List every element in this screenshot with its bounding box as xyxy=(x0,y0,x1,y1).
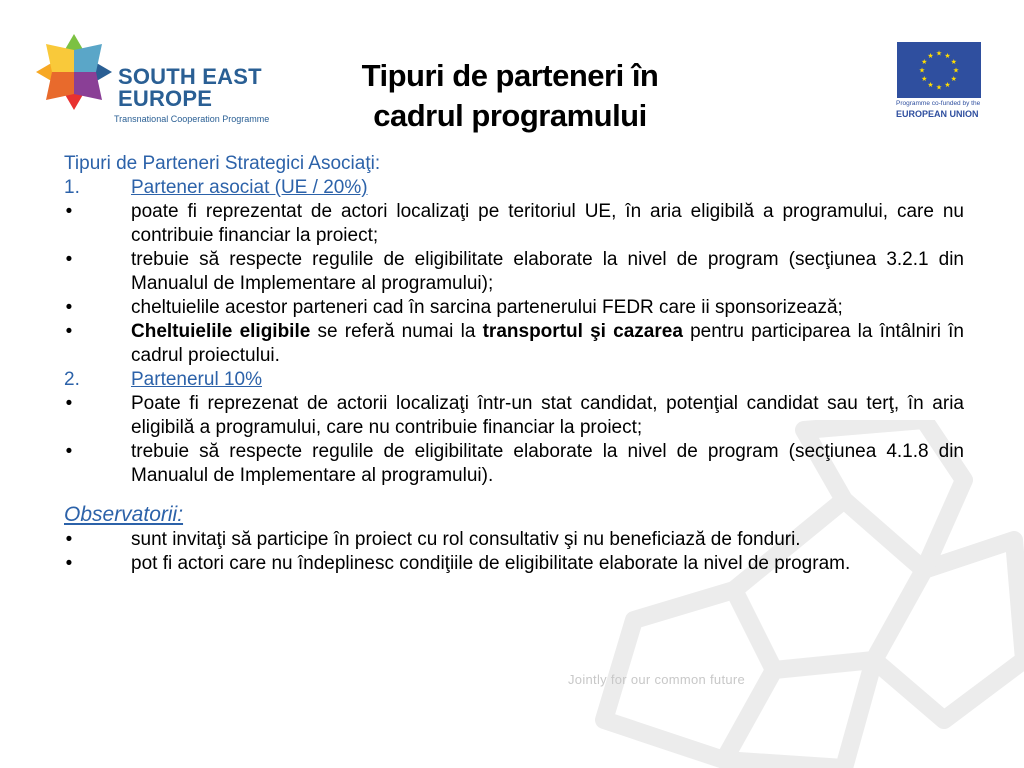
slide-title xyxy=(300,56,720,136)
section-heading: Tipuri de Parteneri Strategici Asociaţi: xyxy=(64,153,381,174)
bold-text: Cheltuielile eligibile xyxy=(131,321,311,342)
eu-union-text: EUROPEAN UNION xyxy=(896,109,979,119)
bullet-glyph: • xyxy=(65,249,73,270)
eu-star-icon: ★ xyxy=(950,76,957,83)
bullet-glyph: • xyxy=(65,201,73,222)
logo-text-south-east: SOUTH EAST xyxy=(118,64,262,89)
eu-star-icon: ★ xyxy=(935,50,943,58)
eu-star-icon: ★ xyxy=(952,67,960,75)
item-label: Partenerul 10% xyxy=(131,369,262,390)
bullet-text: sunt invitaţi să participe în proiect cu rol consultativ şi nu beneficiază de fonduri. xyxy=(131,529,801,550)
observations-heading: Observatorii: xyxy=(64,503,184,526)
bold-text: transportul şi cazarea xyxy=(482,321,683,342)
bullet-text: poate fi reprezentat de actori localizaţi pe teritoriul UE, în aria eligibilă a programului, care nu contribuie financiar la proiect; xyxy=(131,201,964,246)
item-number: 1. xyxy=(64,177,80,198)
bullet-glyph: • xyxy=(65,553,73,574)
programme-logo xyxy=(34,28,274,128)
bullet-glyph: • xyxy=(65,529,73,550)
bullet-glyph: • xyxy=(65,393,73,414)
list-item xyxy=(64,200,964,248)
eu-star-icon: ★ xyxy=(927,82,934,90)
eu-star-icon: ★ xyxy=(944,82,951,90)
eu-cofunding-logo xyxy=(894,42,984,122)
slide-title-line1: Tipuri de parteneri în xyxy=(361,58,659,93)
eu-cofunded-text: Programme co-funded by the xyxy=(896,100,981,107)
bullet-text: pot fi actori care nu îndeplinesc condiţiile de eligibilitate elaborate la nivel de program. xyxy=(131,553,851,574)
slide-title-line2: cadrul programului xyxy=(373,98,647,133)
bullet-text: trebuie să respecte regulile de eligibilitate elaborate la nivel de program (secţiunea 3.2.1 din Manualul de Implementare al programului); xyxy=(131,249,964,294)
list-item xyxy=(64,440,964,488)
list-item xyxy=(64,392,964,440)
eu-star-icon: ★ xyxy=(921,76,928,83)
plain-text: se referă numai la xyxy=(310,321,483,342)
plain-text: pentru participarea la întâlniri în cadrul proiectului. xyxy=(131,321,964,366)
eu-star-icon: ★ xyxy=(950,59,957,66)
eu-star-icon: ★ xyxy=(918,67,926,75)
bullet-glyph: • xyxy=(65,441,73,462)
numbered-item-1 xyxy=(64,176,964,200)
eu-flag-icon xyxy=(897,42,981,98)
flower-logo-icon xyxy=(34,32,114,112)
numbered-item-2 xyxy=(64,368,964,392)
bullet-glyph: • xyxy=(65,321,73,342)
bullet-text: cheltuielile acestor parteneri cad în sarcina partenerului FEDR care ii sponsorizează; xyxy=(131,297,843,318)
eu-star-icon: ★ xyxy=(927,52,934,60)
list-item xyxy=(64,296,964,320)
bullet-text xyxy=(131,320,964,368)
eu-star-icon: ★ xyxy=(935,84,943,92)
watermark-slogan: Jointly for our common future xyxy=(568,672,746,687)
bullet-text: trebuie să respecte regulile de eligibilitate elaborate la nivel de program (secţiunea 4.1.8 din Manualul de Implementare al programului). xyxy=(131,441,964,486)
slide-content xyxy=(64,152,964,576)
bullet-text: Poate fi reprezenat de actorii localizaţi într-un stat candidat, potenţial candidat sau terţ, în aria eligibilă a programului, care nu contribuie financiar la proiect; xyxy=(131,393,964,438)
logo-text-europe: EUROPE xyxy=(118,86,213,111)
item-label: Partener asociat (UE / 20%) xyxy=(131,177,368,198)
eu-star-icon: ★ xyxy=(944,52,951,60)
eu-star-icon: ★ xyxy=(921,59,928,66)
list-item xyxy=(64,552,964,576)
bullet-glyph: • xyxy=(65,297,73,318)
list-item xyxy=(64,320,964,368)
logo-subtitle: Transnational Cooperation Programme xyxy=(114,114,270,124)
item-number: 2. xyxy=(64,369,80,390)
list-item xyxy=(64,248,964,296)
list-item xyxy=(64,528,964,552)
